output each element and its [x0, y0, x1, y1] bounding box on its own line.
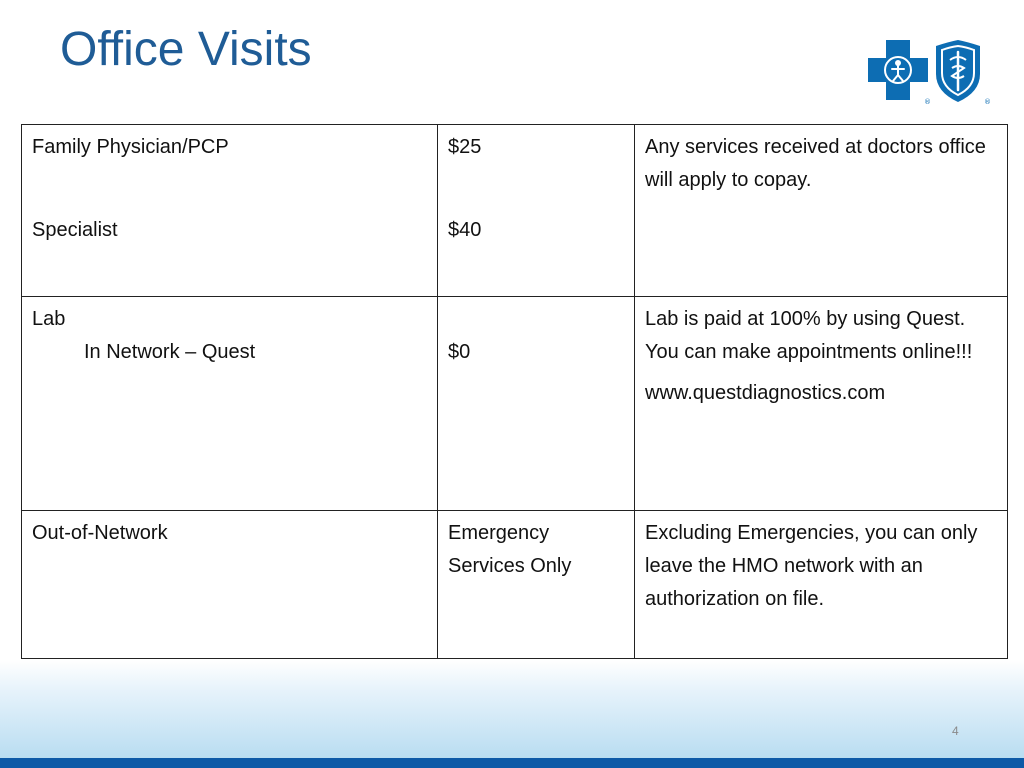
footer-bar — [0, 758, 1024, 768]
blue-cross-icon — [868, 40, 931, 106]
notes-cell — [635, 297, 1008, 511]
notes-text: Excluding Emergencies, you can only leave the HMO network with an authorization on file. — [645, 522, 978, 610]
registered-mark: ® — [924, 98, 931, 106]
cost-value: $40 — [448, 219, 482, 241]
cost-value: $0 — [448, 341, 471, 363]
service-label: Out-of-Network — [32, 522, 168, 544]
table-row — [22, 125, 1008, 297]
cost-cell — [438, 511, 635, 659]
service-cell — [22, 511, 438, 659]
service-label: Specialist — [32, 219, 118, 241]
page-number: 4 — [952, 724, 959, 738]
benefits-table — [21, 124, 1008, 659]
quest-url-text: www.questdiagnostics.com — [645, 382, 886, 404]
cost-value: $25 — [448, 136, 482, 158]
notes-cell — [635, 125, 1008, 297]
cost-cell — [438, 297, 635, 511]
cost-cell — [438, 125, 635, 297]
blue-shield-icon — [936, 40, 991, 106]
table-row — [22, 297, 1008, 511]
cost-value: Emergency Services Only — [448, 522, 572, 577]
notes-text: Any services received at doctors office will apply to copay. — [645, 136, 986, 191]
notes-cell — [635, 511, 1008, 659]
service-cell — [22, 297, 438, 511]
notes-text: Lab is paid at 100% by using Quest. You can make appointments online!!! — [645, 308, 973, 363]
service-label: Family Physician/PCP — [32, 136, 229, 158]
registered-mark: ® — [984, 98, 991, 106]
footer-gradient — [0, 660, 1024, 758]
service-label: Lab — [32, 308, 66, 330]
bcbs-logo — [868, 40, 992, 106]
service-sublabel: In Network – Quest — [84, 341, 256, 363]
table-row — [22, 511, 1008, 659]
slide-title: Office Visits — [60, 23, 312, 76]
service-cell — [22, 125, 438, 297]
